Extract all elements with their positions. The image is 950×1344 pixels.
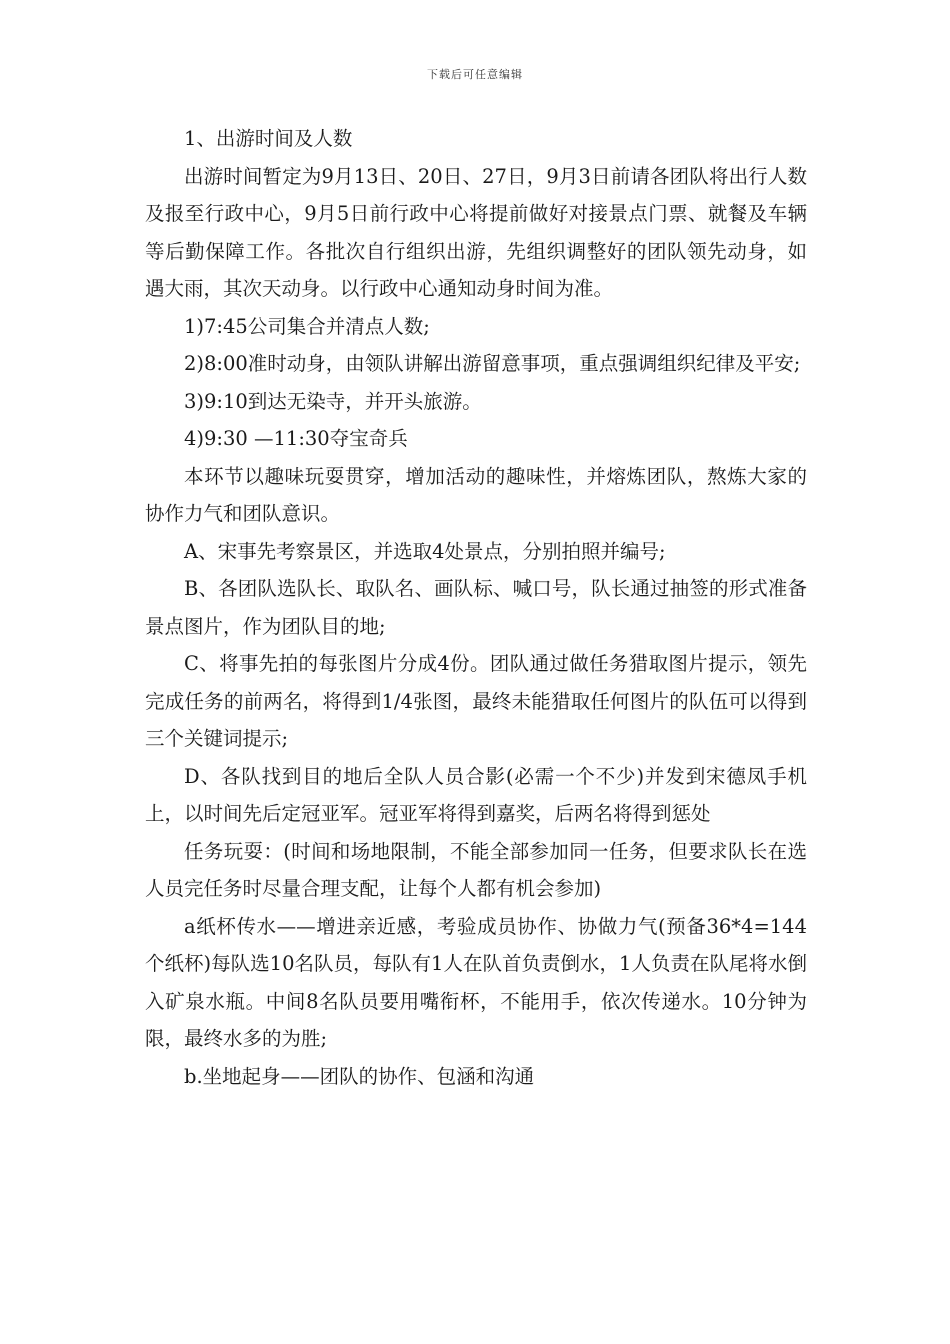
list-item-4: 4)9:30 —11:30夺宝奇兵 [184, 427, 408, 450]
item-c: C、将事先拍的每张图片分成4份。团队通过做任务猎取图片提示，领先完成任务的前两名，将得到1/4张图，最终未能猎取任何图片的队伍可以得到三个关键词提示; [145, 652, 807, 750]
task-a: a纸杯传水——增进亲近感，考验成员协作、协做力气(预备36*4=144个纸杯)每队选10名队员，每队有1人在队首负责倒水，1人负责在队尾将水倒入矿泉水瓶。中间8名队员要用嘴衔杯，不能用手，依次传递水。10分钟为限，最终水多的为胜; [145, 914, 807, 1050]
paragraph-schedule: 出游时间暂定为9月13日、20日、27日，9月3日前请各团队将出行人数及报至行政中心，9月5日前行政中心将提前做好对接景点门票、就餐及车辆等后勤保障工作。各批次自行组织出游，先组织调整好的团队领先动身，如遇大雨，其次天动身。以行政中心通知动身时间为准。 [145, 164, 807, 300]
paragraph-tasks: 任务玩耍：(时间和场地限制，不能全部参加同一任务，但要求队长在选人员完任务时尽量合理支配，让每个人都有机会参加) [145, 839, 807, 900]
list-item-1: 1)7:45公司集合并清点人数; [184, 314, 430, 338]
task-b: b.坐地起身——团队的协作、包涵和沟通 [184, 1064, 535, 1088]
document-body [145, 120, 807, 1095]
item-d: D、各队找到目的地后全队人员合影(必需一个不少)并发到宋德凤手机上，以时间先后定冠亚军。冠亚军将得到嘉奖，后两名将得到惩处 [145, 764, 807, 825]
item-a: A、宋事先考察景区，并选取4处景点，分别拍照并编号; [184, 539, 666, 563]
page-header: 下载后可任意编辑 [427, 68, 523, 81]
item-b: B、各团队选队长、取队名、画队标、喊口号，队长通过抽签的形式准备景点图片，作为团队目的地; [145, 577, 807, 638]
section-heading: 1、出游时间及人数 [184, 127, 353, 150]
list-item-2: 2)8:00准时动身，由领队讲解出游留意事项，重点强调组织纪律及平安; [184, 352, 801, 375]
paragraph-intro: 本环节以趣味玩耍贯穿，增加活动的趣味性，并熔炼团队，熬炼大家的协作力气和团队意识。 [145, 464, 807, 525]
list-item-3: 3)9:10到达无染寺，并开头旅游。 [184, 389, 482, 413]
